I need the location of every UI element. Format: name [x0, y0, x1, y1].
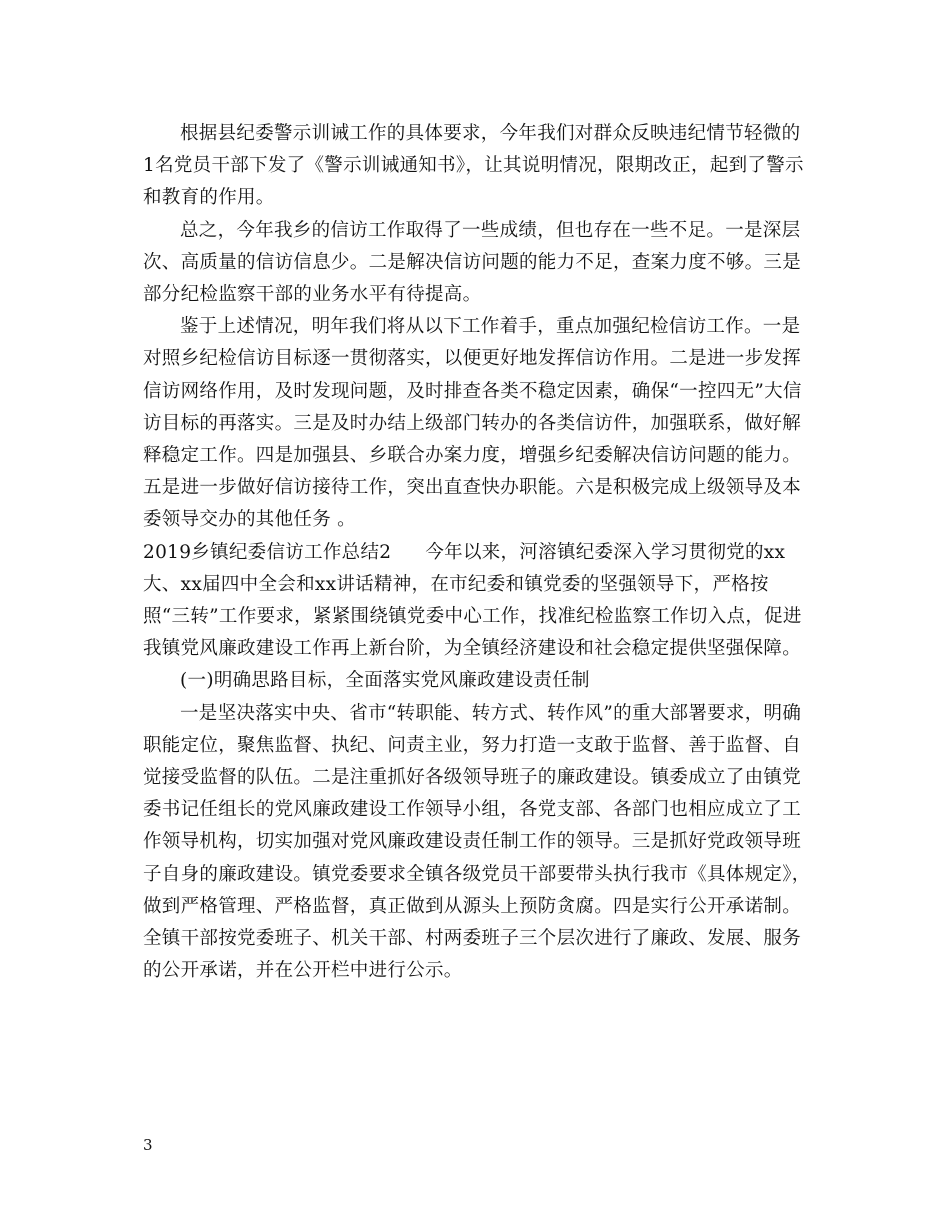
section-heading-line [143, 537, 811, 666]
subheading: (一)明确思路目标，全面落实党风廉政建设责任制 [180, 670, 590, 692]
paragraph-next-year-plan: 鉴于上述情况，明年我们将从以下工作着手，重点加强纪检信访工作。一是对照乡纪检信访目标逐一贯彻落实，以便更好地发挥信访作用。二是进一步发挥信访网络作用，及时发现问题，及时排查各类不稳定因素，确保“一控四无”大信访目标的再落实。三是及时办结上级部门转办的各类信访件，加强联系，做好解释稳定工作。四是加强县、乡联合办案力度，增强乡纪委解决信访问题的能力。五是进一步做好信访接待工作，突出直查快办职能。六是积极完成上级领导及本委领导交办的其他任务 。 [143, 316, 802, 531]
section-title: 2019乡镇纪委信访工作总结2 [143, 541, 392, 563]
page-number: 3 [143, 1136, 153, 1154]
document-body [143, 118, 811, 987]
paragraph-summary: 总之，今年我乡的信访工作取得了一些成绩，但也存在一些不足。一是深层次、高质量的信访信息少。二是解决信访问题的能力不足，查案力度不够。三是部分纪检监察干部的业务水平有待提高。 [143, 219, 802, 306]
paragraph-warning-admonition: 根据县纪委警示训诫工作的具体要求，今年我们对群众反映违纪情节轻微的1名党员干部下发了《警示训诫通知书》，让其说明情况，限期改正，起到了警示和教育的作用。 [143, 123, 804, 209]
paragraph-responsibility-system: 一是坚决落实中央、省市“转职能、转方式、转作风”的重大部署要求，明确职能定位，聚焦监督、执纪、问责主业，努力打造一支敢于监督、善于监督、自觉接受监督的队伍。二是注重抓好各级领导班子的廉政建设。镇委成立了由镇党委书记任组长的党风廉政建设工作领导小组，各党支部、各部门也相应成立了工作领导机构，切实加强对党风廉政建设责任制工作的领导。三是抓好党政领导班子自身的廉政建设。镇党委要求全镇各级党员干部要带头执行我市《具体规定》，做到严格管理、严格监督，真正做到从源头上预防贪腐。四是实行公开承诺制。全镇干部按党委班子、机关干部、村两委班子三个层次进行了廉政、发展、服务的公开承诺，并在公开栏中进行公示。 [143, 702, 811, 982]
section-intro: 今年以来，河溶镇纪委深入学习贯彻党的xx大、xx届四中全会和xx讲话精神，在市纪委和镇党委的坚强领导下，严格按照“三转”工作要求，紧紧围绕镇党委中心工作，找准纪检监察工作切入点，促进我镇党风廉政建设工作再上新台阶，为全镇经济建设和社会稳定提供坚强保障。 [143, 541, 802, 660]
